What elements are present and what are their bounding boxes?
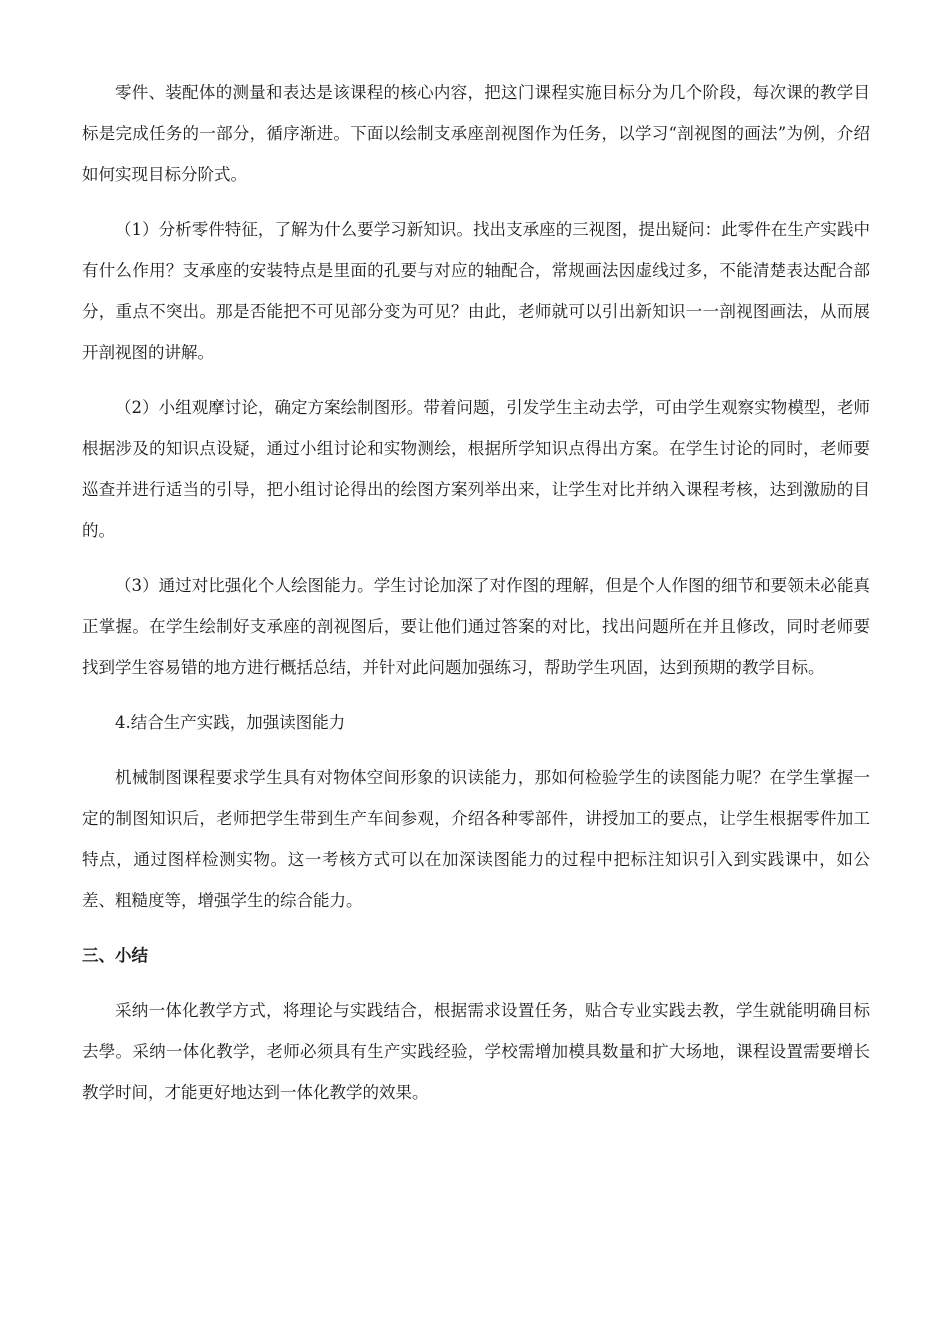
paragraph-intro: 零件、装配体的测量和表达是该课程的核心内容，把这门课程实施目标分为几个阶段，每次课的教学目标是完成任务的一部分，循序渐进。下面以绘制支承座剖视图作为任务，以学习“剖视图的画法”为例，介绍如何实现目标分阶式。 bbox=[82, 83, 870, 184]
paragraph-reading-ability: 机械制图课程要求学生具有对物体空间形象的识读能力，那如何检验学生的读图能力呢？在学生掌握一定的制图知识后，老师把学生带到生产车间参观，介绍各种零部件，讲授加工的要点，让学生根据零件加工特点，通过图样检测实物。这一考核方式可以在加深读图能力的过程中把标注知识引入到实践课中，如公差、粗糙度等，增强学生的综合能力。 bbox=[82, 768, 870, 910]
subheading-item-4: 4.结合生产实践，加强读图能力 bbox=[115, 713, 346, 732]
paragraph-summary: 采纳一体化教学方式，将理论与实践结合，根据需求设置任务，贴合专业实践去教，学生就能明确目标去學。采纳一体化教学，老师必须具有生产实践经验，学校需增加模具数量和扩大场地，课程设置需要增长教学时间，才能更好地达到一体化教学的效果。 bbox=[82, 1001, 870, 1102]
paragraph-step-1: （1）分析零件特征，了解为什么要学习新知识。找出支承座的三视图，提出疑问：此零件在生产实践中有什么作用？支承座的安装特点是里面的孔要与对应的轴配合，常规画法因虚线过多，不能清楚表达配合部分，重点不突出。那是否能把不可见部分变为可见？由此，老师就可以引出新知识一一剖视图画法，从而展开剖视图的讲解。 bbox=[82, 220, 870, 362]
paragraph-step-2: （2）小组观摩讨论，确定方案绘制图形。带着问题，引发学生主动去学，可由学生观察实物模型，老师根据涉及的知识点设疑，通过小组讨论和实物测绘，根据所学知识点得出方案。在学生讨论的同时，老师要巡查并进行适当的引导，把小组讨论得出的绘图方案列举出来，让学生对比并纳入课程考核，达到激励的目的。 bbox=[82, 398, 870, 540]
paragraph-step-3: （3）通过对比强化个人绘图能力。学生讨论加深了对作图的理解，但是个人作图的细节和要领未必能真正掌握。在学生绘制好支承座的剖视图后，要让他们通过答案的对比，找出问题所在并且修改，同时老师要找到学生容易错的地方进行概括总结，并针对此问题加强练习，帮助学生巩固，达到预期的教学目标。 bbox=[82, 576, 870, 677]
document-body bbox=[82, 72, 870, 1127]
section-heading-summary: 三、小结 bbox=[82, 946, 148, 965]
